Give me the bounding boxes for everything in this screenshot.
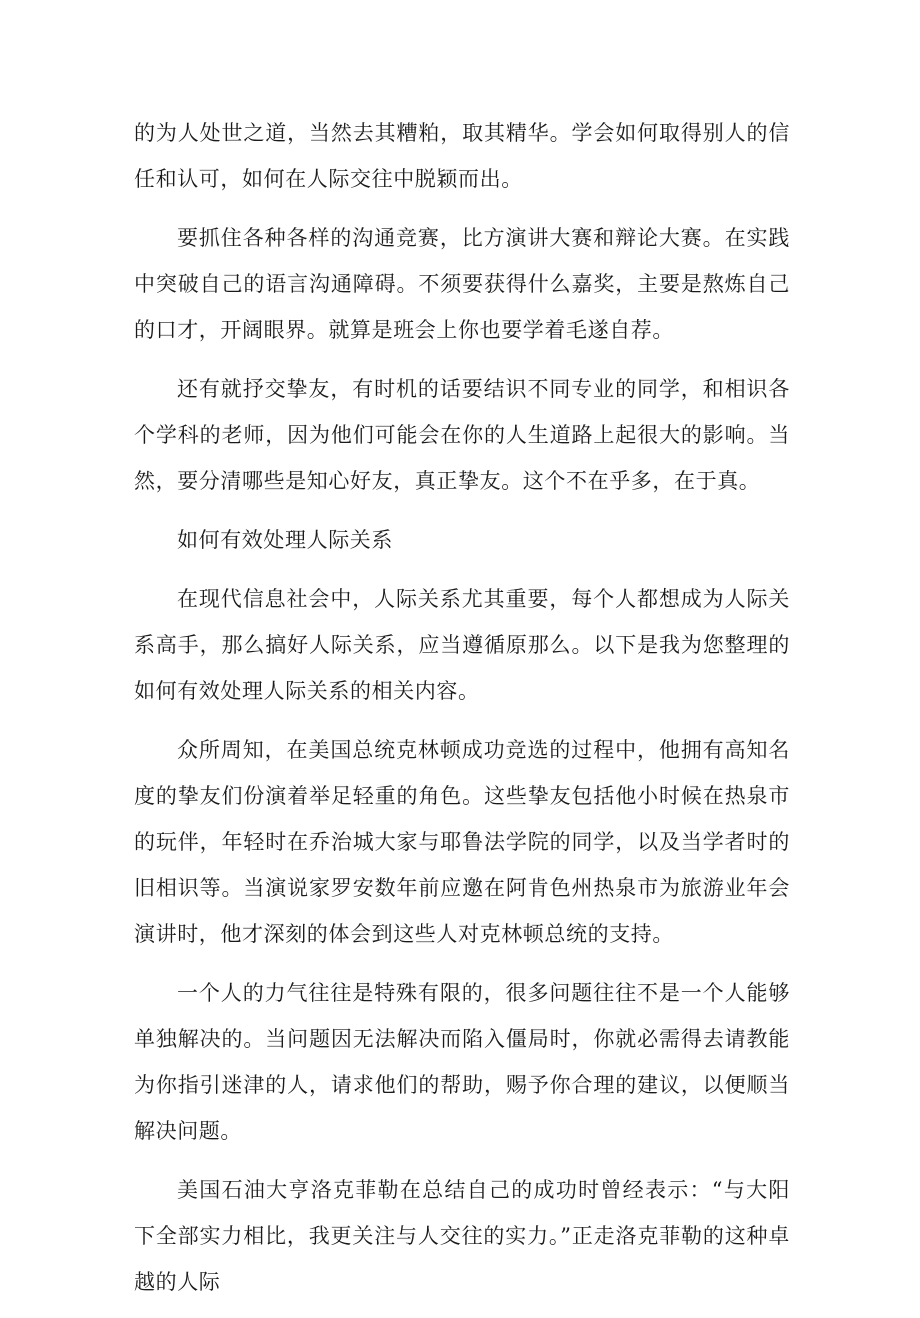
document-body [134, 110, 790, 1318]
paragraph-intro: 在现代信息社会中，人际关系尤其重要，每个人都想成为人际关系高手，那么搞好人际关系，应当遵循原那么。以下是我为您整理的如何有效处理人际关系的相关内容。 [134, 587, 790, 703]
section-heading: 如何有效处理人际关系 [177, 528, 393, 552]
paragraph-communication-contests: 要抓住各种各样的沟通竞赛，比方演讲大赛和辩论大赛。在实践中突破自己的语言沟通障碍。不须要获得什么嘉奖，主要是熬炼自己的口才，开阔眼界。就算是班会上你也要学着毛遂自荐。 [134, 226, 790, 342]
paragraph-making-friends: 还有就抒交挚友，有时机的话要结识不同专业的同学，和相识各个学科的老师，因为他们可能会在你的人生道路上起很大的影响。当然，要分清哪些是知心好友，真正挚友。这个不在乎多，在于真。 [134, 377, 790, 493]
paragraph-limited-strength: 一个人的力气往往是特殊有限的，很多问题往往不是一个人能够单独解决的。当问题因无法解决而陷入僵局时，你就必需得去请教能为你指引迷津的人，请求他们的帮助，赐予你合理的建议，以便顺当解决问题。 [134, 981, 790, 1143]
paragraph-continuation: 的为人处世之道，当然去其糟粕，取其精华。学会如何取得别人的信任和认可，如何在人际交往中脱颖而出。 [134, 121, 790, 191]
paragraph-clinton-example: 众所周知，在美国总统克林顿成功竞选的过程中，他拥有高知名度的挚友们份演着举足轻重的角色。这些挚友包括他小时候在热泉市的玩伴，年轻时在乔治城大家与耶鲁法学院的同学，以及当学者时的旧相识等。当演说家罗安数年前应邀在阿肯色州热泉市为旅游业年会演讲时，他才深刻的体会到这些人对克林顿总统的支持。 [134, 738, 790, 946]
paragraph-rockefeller: 美国石油大亨洛克菲勒在总结自己的成功时曾经表示：“与大阳下全部实力相比，我更关注与人交往的实力。”正走洛克菲勒的这种卓越的人际 [134, 1178, 790, 1294]
